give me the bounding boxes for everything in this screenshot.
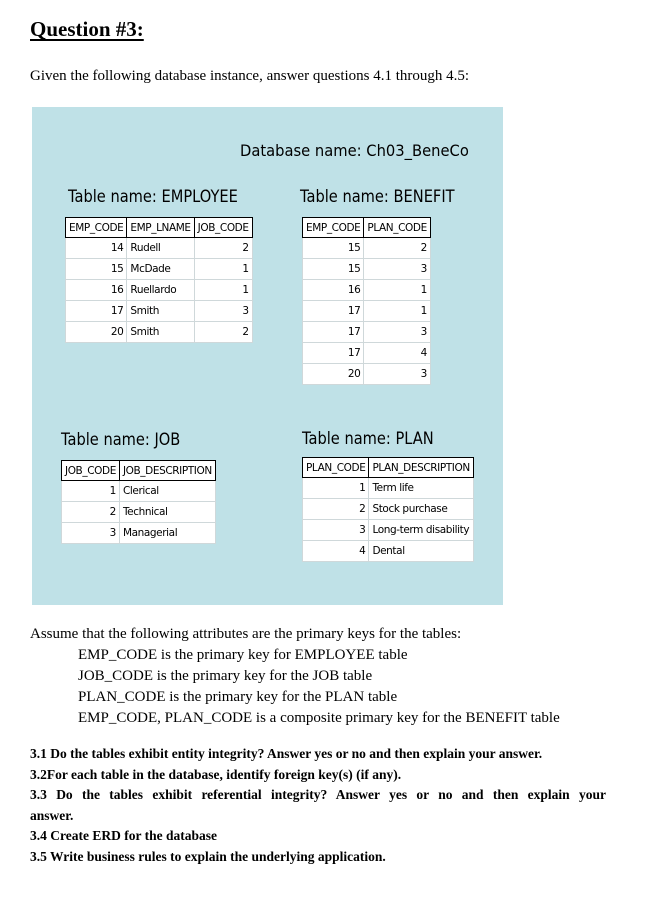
plan-row xyxy=(303,478,474,499)
benefit-cell: 17 xyxy=(303,301,364,322)
benefit-cell: 17 xyxy=(303,322,364,343)
benefit-cell: 3 xyxy=(364,364,430,385)
employee-header-job-code: JOB_CODE xyxy=(194,218,252,238)
employee-cell: 3 xyxy=(194,301,252,322)
job-table xyxy=(61,460,216,544)
plan-cell: 3 xyxy=(303,520,369,541)
employee-row xyxy=(66,238,253,259)
job-cell: 3 xyxy=(62,523,120,544)
benefit-cell: 4 xyxy=(364,343,430,364)
employee-header-emp-lname: EMP_LNAME xyxy=(127,218,194,238)
plan-header-plan-description: PLAN_DESCRIPTION xyxy=(369,458,473,478)
plan-cell: Term life xyxy=(369,478,473,499)
job-row xyxy=(62,523,216,544)
employee-cell: Rudell xyxy=(127,238,194,259)
job-row xyxy=(62,481,216,502)
job-header-job-code: JOB_CODE xyxy=(62,461,120,481)
benefit-table xyxy=(302,217,431,385)
plan-cell: Dental xyxy=(369,541,473,562)
plan-cell: 2 xyxy=(303,499,369,520)
plan-table-title: Table name: PLAN xyxy=(302,429,434,449)
plan-cell: Stock purchase xyxy=(369,499,473,520)
database-name: Database name: Ch03_BeneCo xyxy=(240,141,469,160)
plan-cell: Long-term disability xyxy=(369,520,473,541)
employee-row xyxy=(66,301,253,322)
benefit-cell: 15 xyxy=(303,238,364,259)
employee-cell: Smith xyxy=(127,301,194,322)
plan-header-plan-code: PLAN_CODE xyxy=(303,458,369,478)
question-3-3: 3.3 Do the tables exhibit referential integrity? Answer yes or no and then explain your xyxy=(30,787,606,802)
job-cell: 1 xyxy=(62,481,120,502)
benefit-row xyxy=(303,343,431,364)
employee-table-title: Table name: EMPLOYEE xyxy=(68,187,238,207)
employee-cell: 15 xyxy=(66,259,127,280)
question-heading: Question #3: xyxy=(30,17,144,41)
employee-table xyxy=(65,217,253,343)
employee-cell: 14 xyxy=(66,238,127,259)
employee-cell: Smith xyxy=(127,322,194,343)
question-3-2: 3.2For each table in the database, identify foreign key(s) (if any). xyxy=(30,766,402,782)
pk-line: EMP_CODE, PLAN_CODE is a composite primary key for the BENEFIT table xyxy=(78,710,560,726)
database-figure xyxy=(32,107,503,605)
benefit-cell: 16 xyxy=(303,280,364,301)
question-3-4: 3.4 Create ERD for the database xyxy=(30,828,217,843)
job-row xyxy=(62,502,216,523)
employee-cell: McDade xyxy=(127,259,194,280)
benefit-cell: 3 xyxy=(364,259,430,280)
job-cell: 2 xyxy=(62,502,120,523)
benefit-row xyxy=(303,301,431,322)
benefit-cell: 15 xyxy=(303,259,364,280)
benefit-header-plan-code: PLAN_CODE xyxy=(364,218,430,238)
questions-list xyxy=(30,744,606,867)
employee-cell: 2 xyxy=(194,238,252,259)
pk-line: JOB_CODE is the primary key for the JOB table xyxy=(78,668,373,684)
employee-cell: 1 xyxy=(194,280,252,301)
employee-row xyxy=(66,259,253,280)
question-3-3-continued: answer. xyxy=(30,807,74,823)
benefit-cell: 2 xyxy=(364,238,430,259)
plan-row xyxy=(303,520,474,541)
employee-row xyxy=(66,280,253,301)
benefit-cell: 17 xyxy=(303,343,364,364)
primary-keys-section xyxy=(30,624,560,729)
plan-table xyxy=(302,457,474,562)
job-cell: Technical xyxy=(119,502,215,523)
plan-cell: 1 xyxy=(303,478,369,499)
pk-line: PLAN_CODE is the primary key for the PLAN table xyxy=(78,689,398,705)
question-3-5: 3.5 Write business rules to explain the underlying application. xyxy=(30,848,386,864)
employee-cell: 20 xyxy=(66,322,127,343)
employee-header-emp-code: EMP_CODE xyxy=(66,218,127,238)
job-header-job-description: JOB_DESCRIPTION xyxy=(119,461,215,481)
benefit-row xyxy=(303,322,431,343)
question-3-1: 3.1 Do the tables exhibit entity integrity? Answer yes or no and then explain your answer. xyxy=(30,746,543,761)
benefit-row xyxy=(303,259,431,280)
benefit-cell: 1 xyxy=(364,301,430,322)
benefit-table-title: Table name: BENEFIT xyxy=(300,187,455,207)
intro-text: Given the following database instance, answer questions 4.1 through 4.5: xyxy=(30,68,470,84)
employee-cell: 16 xyxy=(66,280,127,301)
employee-cell: 1 xyxy=(194,259,252,280)
plan-cell: 4 xyxy=(303,541,369,562)
employee-row xyxy=(66,322,253,343)
benefit-cell: 20 xyxy=(303,364,364,385)
benefit-cell: 1 xyxy=(364,280,430,301)
benefit-row xyxy=(303,364,431,385)
benefit-row xyxy=(303,238,431,259)
pk-line: EMP_CODE is the primary key for EMPLOYEE table xyxy=(78,647,408,663)
benefit-cell: 3 xyxy=(364,322,430,343)
job-table-title: Table name: JOB xyxy=(61,430,181,450)
plan-row xyxy=(303,499,474,520)
benefit-row xyxy=(303,280,431,301)
plan-row xyxy=(303,541,474,562)
job-cell: Clerical xyxy=(119,481,215,502)
primary-keys-intro: Assume that the following attributes are the primary keys for the tables: xyxy=(30,626,462,642)
employee-cell: 17 xyxy=(66,301,127,322)
employee-cell: 2 xyxy=(194,322,252,343)
employee-cell: Ruellardo xyxy=(127,280,194,301)
benefit-header-emp-code: EMP_CODE xyxy=(303,218,364,238)
job-cell: Managerial xyxy=(119,523,215,544)
